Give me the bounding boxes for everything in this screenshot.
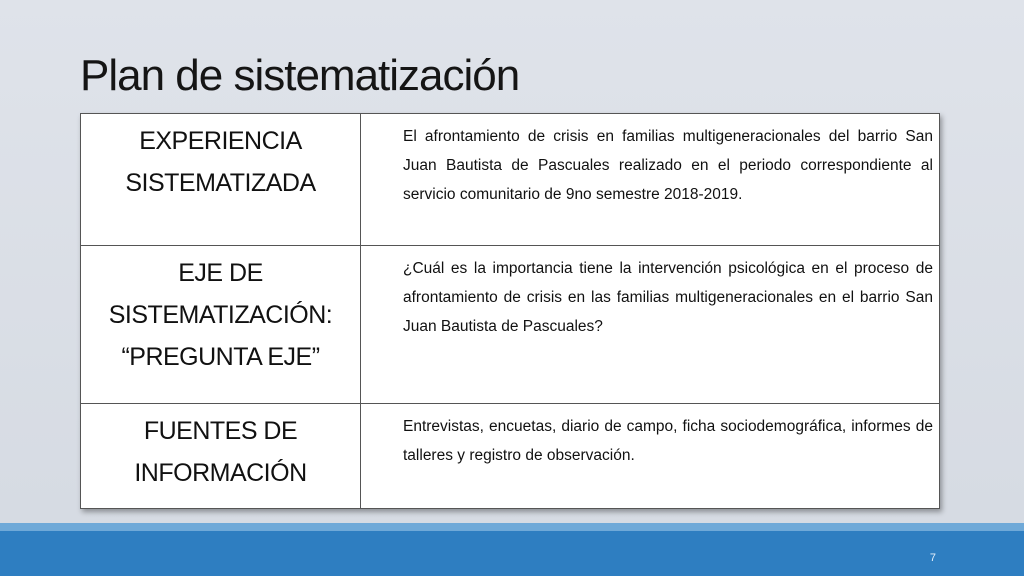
row-content-text: ¿Cuál es la importancia tiene la intervención psicológica en el proceso de afrontamiento de crisis en las familias multigeneracionales en el barrio San Juan Bautista de Pascuales?	[403, 260, 933, 335]
slide-title: Plan de sistematización	[80, 51, 520, 100]
row-label-line: FUENTES DE	[143, 417, 298, 445]
row-label-line: EJE DE	[178, 259, 263, 287]
systematization-table	[80, 113, 940, 509]
footer-band	[0, 531, 1024, 576]
row-label-line: INFORMACIÓN	[134, 459, 307, 487]
row-label-cell	[81, 114, 361, 246]
row-content-text: El afrontamiento de crisis en familias multigeneracionales del barrio San Juan Bautista de Pascuales realizado en el periodo correspondiente al servicio comunitario de 9no semestre 2018-2019.	[403, 128, 933, 203]
row-label-line: “PREGUNTA EJE”	[121, 343, 320, 371]
table-row	[81, 404, 940, 509]
row-label-line: SISTEMATIZADA	[125, 169, 316, 197]
table-row	[81, 246, 940, 404]
row-content-cell	[361, 404, 940, 509]
row-label-cell	[81, 404, 361, 509]
row-content-cell	[361, 246, 940, 404]
table-row	[81, 114, 940, 246]
row-content-text: Entrevistas, encuetas, diario de campo, ficha sociodemográfica, informes de talleres y registro de observación.	[403, 418, 933, 464]
row-label-line: SISTEMATIZACIÓN:	[108, 301, 333, 329]
row-label-line: EXPERIENCIA	[139, 127, 302, 155]
page-number: 7	[929, 552, 936, 564]
row-content-cell	[361, 114, 940, 246]
row-label-cell	[81, 246, 361, 404]
